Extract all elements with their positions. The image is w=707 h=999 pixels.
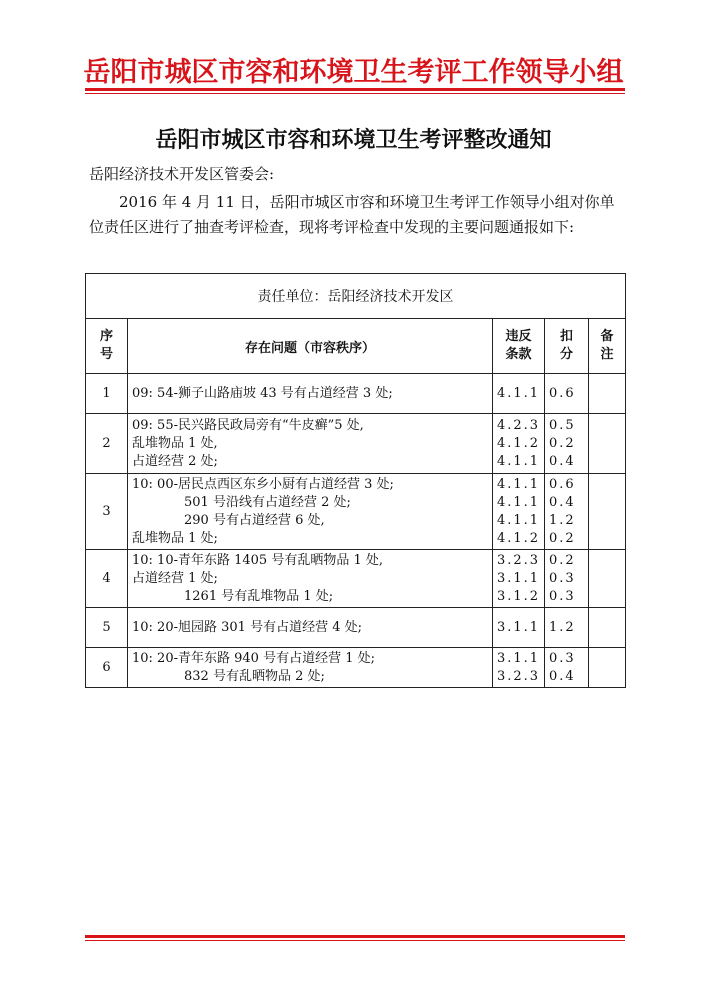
- row-clauses: 4.1.1 4.1.1 4.1.1 4.1.2: [493, 474, 545, 550]
- footer-rule-thick: [85, 935, 625, 938]
- masthead-rule-thin: [85, 93, 625, 94]
- header-problem: 存在问题（市容秩序）: [128, 319, 493, 374]
- row-problems: 09: 54-狮子山路庙坡 43 号有占道经营 3 处;: [128, 374, 493, 414]
- table-header-row: [86, 319, 626, 374]
- masthead-rule-thick: [85, 88, 625, 91]
- row-number: 5: [86, 608, 128, 648]
- row-problems: 10: 20-旭园路 301 号有占道经营 4 处;: [128, 608, 493, 648]
- row-points: 0.6: [545, 374, 589, 414]
- row-note: [589, 648, 626, 688]
- table-row: [86, 374, 626, 414]
- row-clauses: 3.2.3 3.1.1 3.1.2: [493, 550, 545, 608]
- row-note: [589, 374, 626, 414]
- masthead: 岳阳市城区市容和环境卫生考评工作领导小组: [83, 57, 624, 88]
- header-clause: 违反 条款: [493, 319, 545, 374]
- table-row: [86, 648, 626, 688]
- table-row: [86, 550, 626, 608]
- row-points: 0.5 0.2 0.4: [545, 414, 589, 474]
- row-problems: 09: 55-民兴路民政局旁有“牛皮癣”5 处, 乱堆物品 1 处, 占道经营 2 处;: [128, 414, 493, 474]
- header-deduct: 扣 分: [545, 319, 589, 374]
- row-points: 0.2 0.3 0.3: [545, 550, 589, 608]
- row-problems: 10: 10-青年东路 1405 号有乱晒物品 1 处, 占道经营 1 处; 1261 号有乱堆物品 1 处;: [128, 550, 493, 608]
- row-note: [589, 608, 626, 648]
- footer-rule-thin: [85, 940, 625, 941]
- body-paragraph: 2016 年 4 月 11 日，岳阳市城区市容和环境卫生考评工作领导小组对你单位责任区进行了抽查考评检查，现将考评检查中发现的主要问题通报如下:: [89, 193, 615, 236]
- table-row: [86, 414, 626, 474]
- row-number: 1: [86, 374, 128, 414]
- row-problems: 10: 00-居民点西区东乡小厨有占道经营 3 处; 501 号沿线有占道经营 2 处; 290 号有占道经营 6 处, 乱堆物品 1 处;: [128, 474, 493, 550]
- document-title: 岳阳市城区市容和环境卫生考评整改通知: [155, 128, 552, 153]
- row-number: 4: [86, 550, 128, 608]
- addressee: 岳阳经济技术开发区管委会:: [89, 165, 275, 183]
- row-points: 0.6 0.4 1.2 0.2: [545, 474, 589, 550]
- row-number: 3: [86, 474, 128, 550]
- row-number: 2: [86, 414, 128, 474]
- row-note: [589, 414, 626, 474]
- row-note: [589, 474, 626, 550]
- row-problems: 10: 20-青年东路 940 号有占道经营 1 处; 832 号有乱晒物品 2 处;: [128, 648, 493, 688]
- header-no: 序 号: [86, 319, 128, 374]
- row-clauses: 4.2.3 4.1.2 4.1.1: [493, 414, 545, 474]
- issues-table: [85, 273, 626, 688]
- row-clauses: 4.1.1: [493, 374, 545, 414]
- table-row: [86, 608, 626, 648]
- row-clauses: 3.1.1: [493, 608, 545, 648]
- row-clauses: 3.1.1 3.2.3: [493, 648, 545, 688]
- table-row: [86, 474, 626, 550]
- header-note: 备 注: [589, 319, 626, 374]
- row-note: [589, 550, 626, 608]
- row-number: 6: [86, 648, 128, 688]
- row-points: 0.3 0.4: [545, 648, 589, 688]
- row-points: 1.2: [545, 608, 589, 648]
- responsible-unit: 责任单位：岳阳经济技术开发区: [86, 274, 626, 319]
